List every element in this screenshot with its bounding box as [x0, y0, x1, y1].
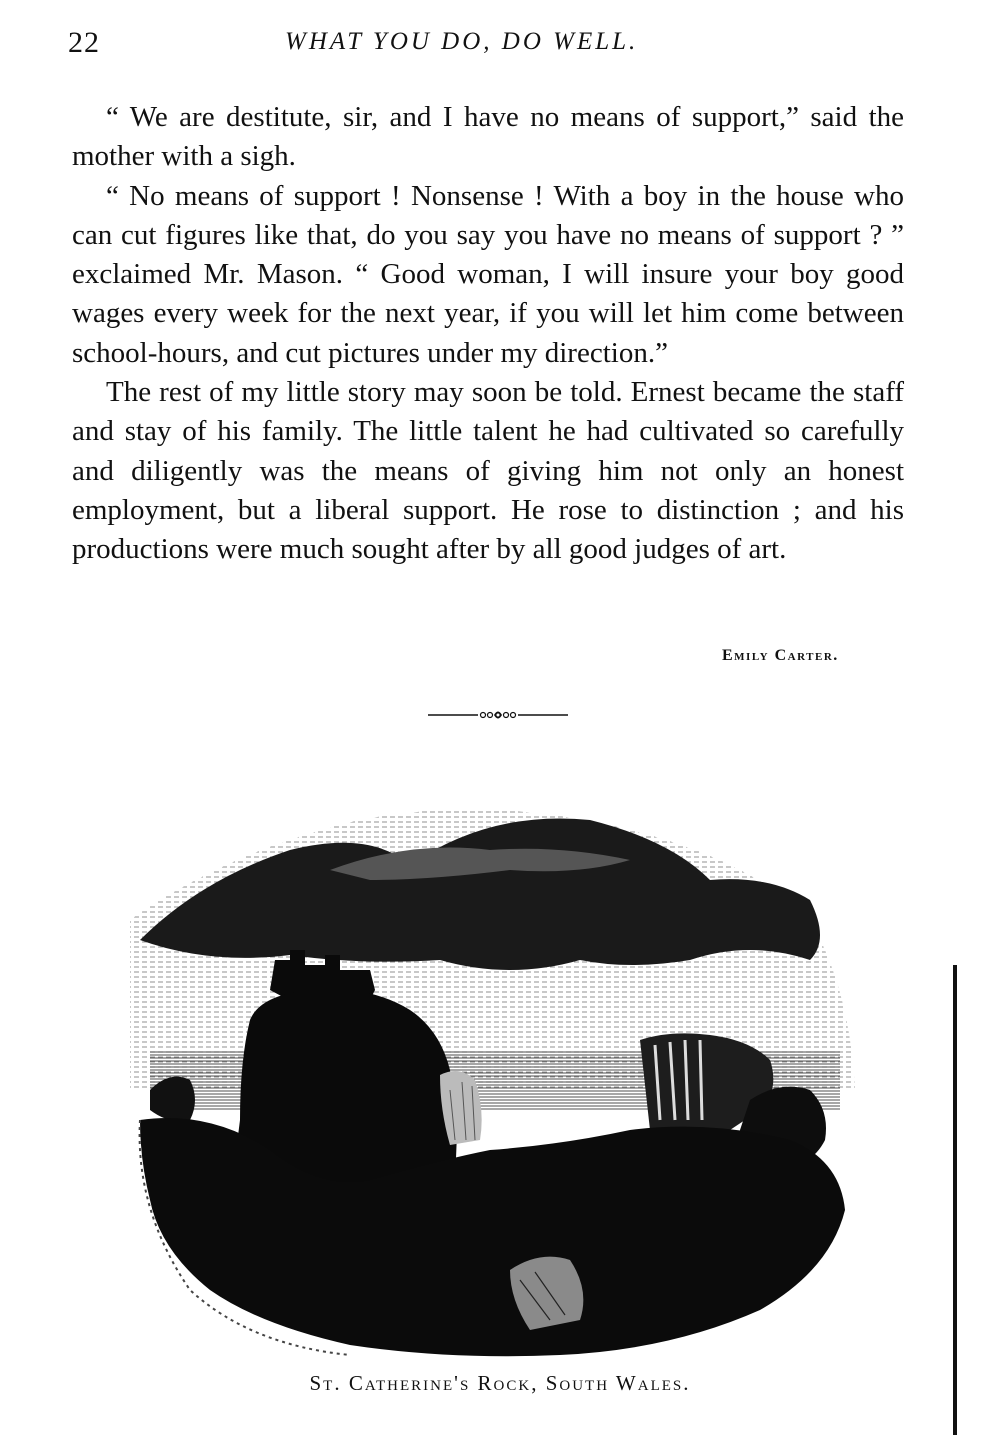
illustration-caption: St. Catherine's Rock, South Wales.	[309, 1371, 691, 1395]
running-title: WHAT YOU DO, DO WELL.	[285, 28, 639, 55]
paragraph: “ No means of support ! Nonsense ! With a boy in the house who can cut figures like that, do you say you have no means of support ? ” exclaimed Mr. Mason. “ Good woman, I will insure your boy good wages every week for the next year, if you will let him come between school-hours, and cut pictures under my direction.”	[72, 179, 904, 369]
st-catherines-rock-engraving	[110, 790, 870, 1365]
body-text	[72, 98, 904, 570]
ornament-divider	[428, 705, 568, 725]
page-number: 22	[68, 26, 100, 59]
paragraph: “ We are destitute, sir, and I have no means of support,” said the mother with a sigh.	[72, 101, 904, 173]
paragraph: The rest of my little story may soon be told. Ernest became the staff and stay of his family. The little talent he had cultivated so carefully and diligently was the means of giving him not only an honest employment, but a liberal support. He rose to distinction ; and his productions were much sought after by all good judges of art.	[72, 376, 904, 566]
author-signature: Emily Carter.	[722, 647, 839, 664]
margin-rule	[953, 965, 957, 1435]
